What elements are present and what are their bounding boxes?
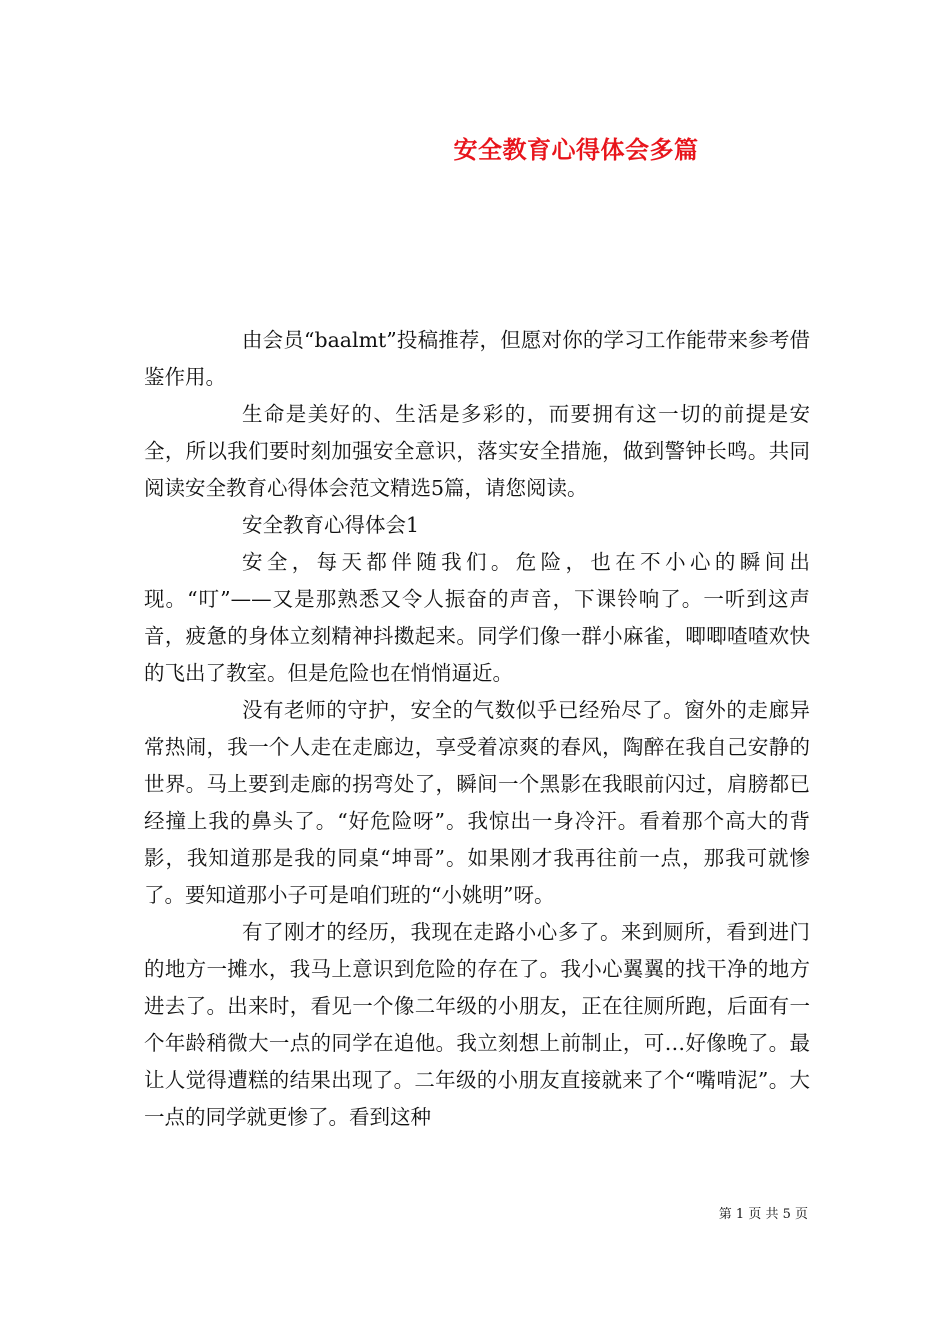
body-paragraph: 安全，每天都伴随我们。危险，也在不小心的瞬间出现。“叮”——又是那熟悉又令人振奋的声音，下课铃响了。一听到这声音，疲惫的身体立刻精神抖擞起来。同学们像一群小麻雀，唧唧喳喳欢快的飞出了教室。但是危险也在悄悄逼近。 bbox=[144, 550, 810, 685]
page-number-footer: 第 1 页 共 5 页 bbox=[718, 1207, 808, 1222]
document-body bbox=[144, 322, 810, 1136]
intro-paragraph: 由会员“baalmt”投稿推荐，但愿对你的学习工作能带来参考借鉴作用。 bbox=[144, 328, 810, 389]
section-heading: 安全教育心得体会1 bbox=[242, 513, 420, 537]
preface-paragraph: 生命是美好的、生活是多彩的，而要拥有这一切的前提是安全，所以我们要时刻加强安全意识，落实安全措施，做到警钟长鸣。共同阅读安全教育心得体会范文精选5篇，请您阅读。 bbox=[144, 402, 810, 500]
document-title: 安全教育心得体会多篇 bbox=[453, 135, 699, 164]
body-paragraph: 没有老师的守护，安全的气数似乎已经殆尽了。窗外的走廊异常热闹，我一个人走在走廊边，享受着凉爽的春风，陶醉在我自己安静的世界。马上要到走廊的拐弯处了，瞬间一个黑影在我眼前闪过，肩膀都已经撞上我的鼻头了。“好危险呀”。我惊出一身冷汗。看着那个高大的背影，我知道那是我的同桌“坤哥”。如果刚才我再往前一点，那我可就惨了。要知道那小子可是咱们班的“小姚明”呀。 bbox=[144, 698, 810, 907]
body-paragraph: 有了刚才的经历，我现在走路小心多了。来到厕所，看到进门的地方一摊水，我马上意识到危险的存在了。我小心翼翼的找干净的地方进去了。出来时，看见一个像二年级的小朋友，正在往厕所跑，后面有一个年龄稍微大一点的同学在追他。我立刻想上前制止，可…好像晚了。最让人觉得遭糕的结果出现了。二年级的小朋友直接就来了个“嘴啃泥”。大一点的同学就更惨了。看到这种 bbox=[144, 920, 810, 1129]
